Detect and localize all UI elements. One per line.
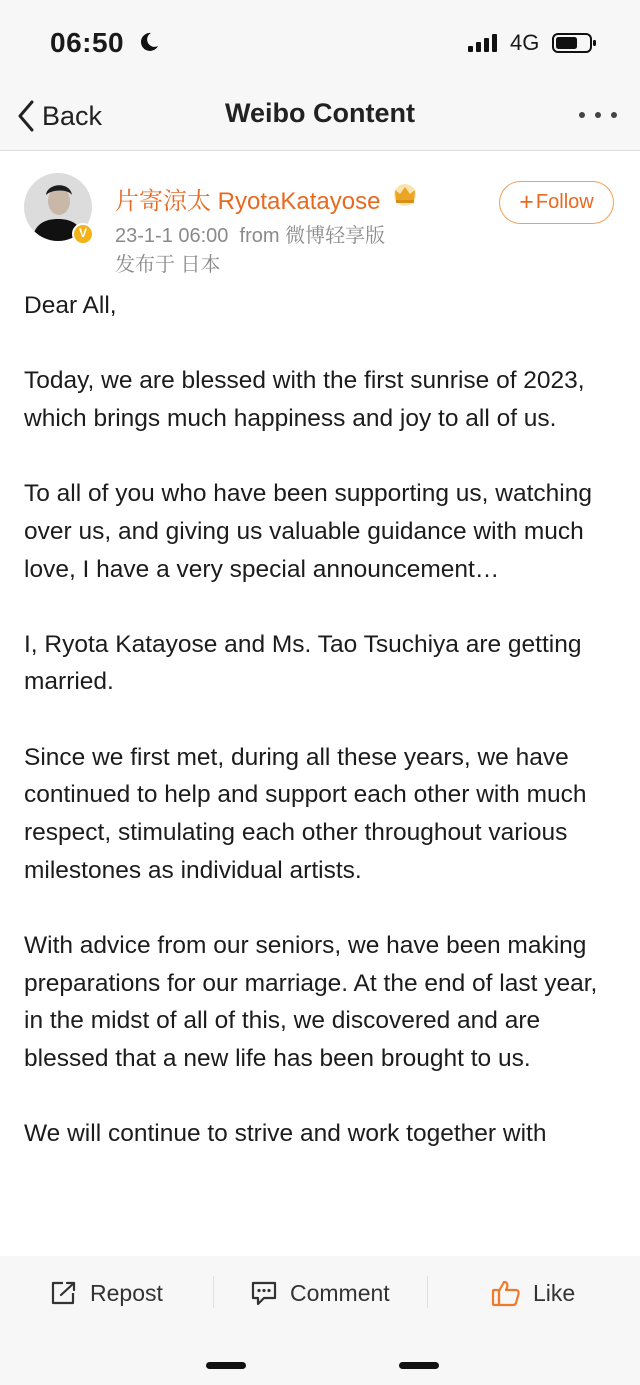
more-icon[interactable]	[578, 110, 618, 120]
post-location: 发布于 日本	[115, 254, 221, 276]
comment-label: Comment	[290, 1279, 390, 1306]
like-icon	[491, 1279, 521, 1307]
crown-icon	[390, 181, 420, 207]
back-label: Back	[42, 100, 103, 131]
moon-icon	[138, 31, 160, 53]
repost-button[interactable]	[50, 1272, 163, 1314]
post-text	[24, 287, 620, 1190]
home-indicator	[206, 1362, 246, 1369]
status-bar	[0, 0, 640, 80]
verified-icon: V	[72, 223, 94, 245]
network-type: 4G	[510, 30, 540, 55]
post-paragraph: Today, we are blessed with the first sunrise of 2023, which brings much happiness and joy to all of us.	[24, 367, 585, 432]
post-paragraph: With advice from our seniors, we have been making preparations for our marriage. At the end of last year, in the midst of all of this, we discovered and are blessed that a new life has been brought to us.	[24, 931, 598, 1073]
post-paragraph: To all of you who have been supporting us, watching over us, and giving us valuable guidance with much love, I have a very special announcement…	[24, 480, 592, 583]
follow-label: Follow	[535, 191, 594, 213]
repost-label: Repost	[90, 1279, 163, 1306]
post-paragraph: Dear All,	[24, 292, 117, 319]
post-timestamp: 23-1-1 06:00	[115, 225, 229, 247]
page-title: Weibo Content	[225, 98, 415, 128]
post-paragraph: Since we first met, during all these years, we have continued to help and support each other with much respect, stimulating each other throughout various milestones as individual artists.	[24, 743, 587, 884]
plus-icon: +	[519, 188, 534, 216]
status-time: 06:50	[50, 27, 125, 58]
comment-icon	[250, 1279, 278, 1307]
post-paragraph: We will continue to strive and work together with	[24, 1120, 547, 1148]
signal-icon	[468, 33, 502, 53]
post-card	[0, 151, 640, 1256]
post-paragraph: I, Ryota Katayose and Ms. Tao Tsuchiya are getting married.	[24, 630, 582, 696]
follow-button[interactable]	[499, 181, 614, 224]
post-source: from 微博轻享版	[239, 225, 386, 247]
battery-icon	[552, 32, 598, 54]
comment-button[interactable]	[250, 1272, 390, 1314]
post-meta	[115, 219, 385, 248]
repost-icon	[50, 1280, 78, 1306]
home-indicator	[399, 1362, 439, 1369]
nav-bar	[0, 80, 640, 151]
divider	[213, 1276, 214, 1308]
like-label: Like	[533, 1279, 576, 1306]
username[interactable]: 片寄涼太 RyotaKatayose	[115, 188, 381, 215]
divider	[427, 1276, 428, 1308]
like-button[interactable]	[491, 1272, 575, 1314]
action-bar	[0, 1256, 640, 1385]
